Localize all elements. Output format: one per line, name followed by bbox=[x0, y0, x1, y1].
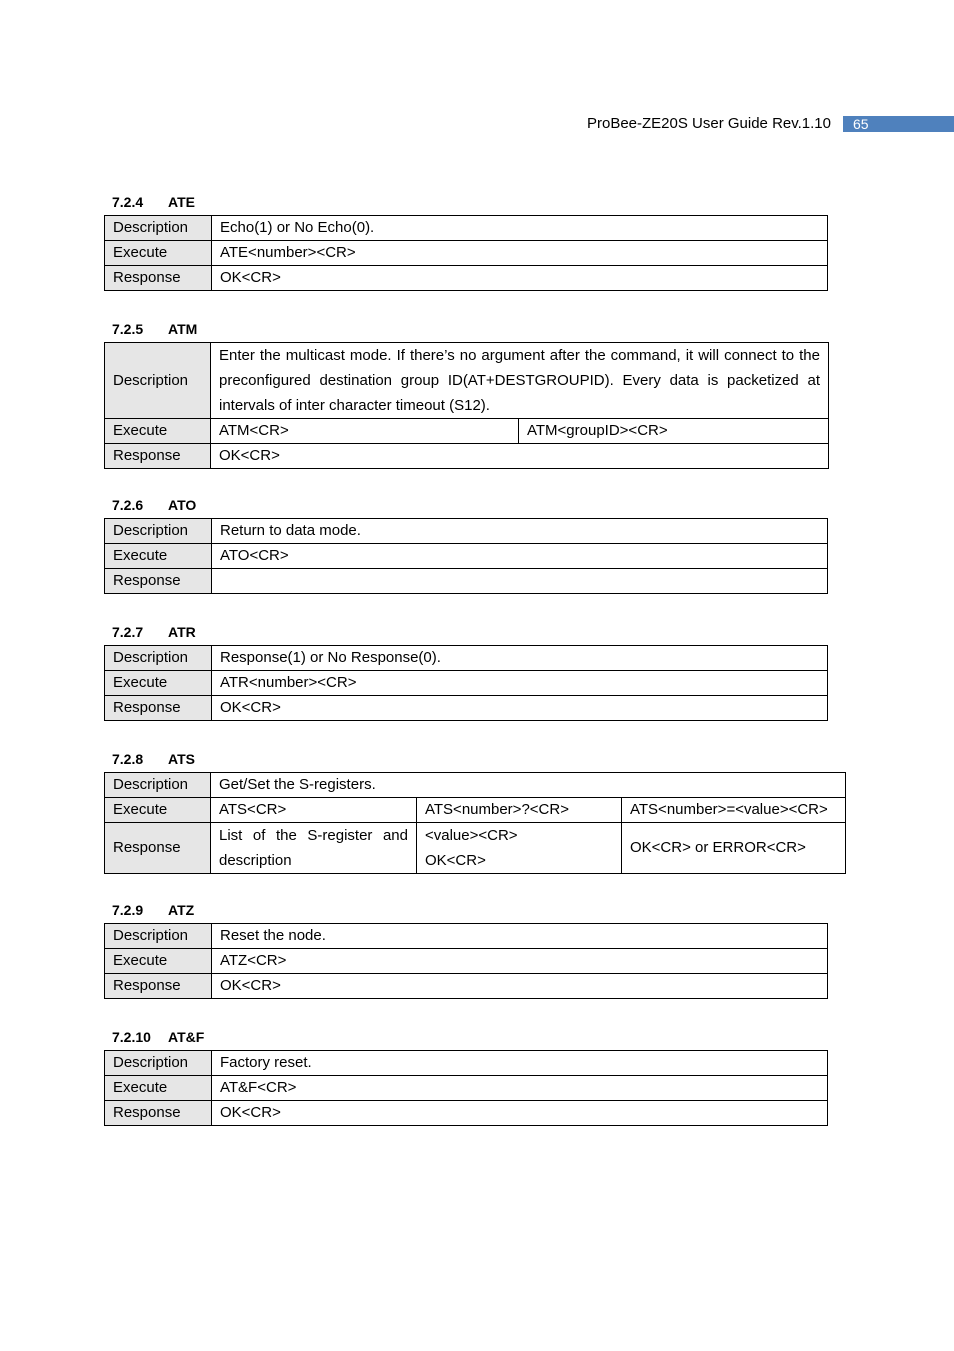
label-execute: Execute bbox=[105, 241, 212, 266]
section-title-atz bbox=[112, 902, 194, 918]
table-row bbox=[105, 569, 828, 594]
execute-cell: ATS<CR> bbox=[211, 798, 417, 823]
label-execute: Execute bbox=[105, 949, 212, 974]
execute-cell: ATR<number><CR> bbox=[212, 671, 828, 696]
response-cell bbox=[212, 569, 828, 594]
table-atz bbox=[104, 923, 828, 999]
label-response: Response bbox=[105, 569, 212, 594]
section-name: ATZ bbox=[168, 902, 195, 918]
section-name: ATS bbox=[168, 751, 195, 767]
table-atf bbox=[104, 1050, 828, 1126]
section-number: 7.2.5 bbox=[112, 321, 144, 337]
table-row bbox=[105, 798, 846, 823]
section-number: 7.2.6 bbox=[112, 497, 144, 513]
section-number: 7.2.9 bbox=[112, 902, 144, 918]
table-row bbox=[105, 974, 828, 999]
description-cell: Get/Set the S-registers. bbox=[211, 773, 846, 798]
table-row bbox=[105, 241, 828, 266]
response-cell: OK<CR> bbox=[212, 974, 828, 999]
section-title-atr bbox=[112, 624, 196, 640]
response-line: <value><CR> bbox=[425, 827, 518, 844]
table-row bbox=[105, 671, 828, 696]
execute-cell: ATO<CR> bbox=[212, 544, 828, 569]
label-execute: Execute bbox=[105, 544, 212, 569]
table-row bbox=[105, 646, 828, 671]
label-response: Response bbox=[105, 823, 211, 874]
table-row bbox=[105, 1051, 828, 1076]
execute-cell: ATE<number><CR> bbox=[212, 241, 828, 266]
section-name: ATR bbox=[168, 624, 196, 640]
section-name: AT&F bbox=[168, 1029, 205, 1045]
label-description: Description bbox=[105, 519, 212, 544]
table-row bbox=[105, 1076, 828, 1101]
response-cell: OK<CR> bbox=[212, 1101, 828, 1126]
table-row bbox=[105, 216, 828, 241]
description-cell: Enter the multicast mode. If there’s no argument after the command, it will connect to the preconfigured destination group ID(AT+DESTGROUPID). Every data is packetized at intervals of inter character timeout (S12). bbox=[211, 343, 829, 419]
label-execute: Execute bbox=[105, 798, 211, 823]
section-title-atf bbox=[112, 1029, 204, 1045]
execute-cell: ATM<CR> bbox=[211, 419, 519, 444]
table-row bbox=[105, 696, 828, 721]
label-execute: Execute bbox=[105, 671, 212, 696]
section-title-ats bbox=[112, 751, 195, 767]
label-description: Description bbox=[105, 1051, 212, 1076]
response-cell bbox=[417, 823, 622, 874]
label-response: Response bbox=[105, 1101, 212, 1126]
label-response: Response bbox=[105, 266, 212, 291]
label-response: Response bbox=[105, 696, 212, 721]
description-cell: Echo(1) or No Echo(0). bbox=[212, 216, 828, 241]
label-description: Description bbox=[105, 216, 212, 241]
section-number: 7.2.4 bbox=[112, 194, 144, 210]
label-response: Response bbox=[105, 974, 212, 999]
section-name: ATM bbox=[168, 321, 198, 337]
response-cell: OK<CR> bbox=[211, 444, 829, 469]
execute-cell: ATS<number>=<value><CR> bbox=[622, 798, 846, 823]
header-title: ProBee-ZE20S User Guide Rev.1.10 bbox=[586, 115, 831, 132]
response-cell: OK<CR> or ERROR<CR> bbox=[622, 823, 846, 874]
description-cell: Response(1) or No Response(0). bbox=[212, 646, 828, 671]
section-title-ato bbox=[112, 497, 196, 513]
table-ats bbox=[104, 772, 846, 874]
table-row bbox=[105, 419, 829, 444]
page-number: 65 bbox=[843, 116, 954, 132]
table-row bbox=[105, 544, 828, 569]
description-cell: Factory reset. bbox=[212, 1051, 828, 1076]
label-description: Description bbox=[105, 343, 211, 419]
execute-cell: ATS<number>?<CR> bbox=[417, 798, 622, 823]
section-title-ate bbox=[112, 194, 195, 210]
table-row bbox=[105, 823, 846, 874]
label-description: Description bbox=[105, 646, 212, 671]
table-row bbox=[105, 924, 828, 949]
table-ate bbox=[104, 215, 828, 291]
label-response: Response bbox=[105, 444, 211, 469]
response-cell: List of the S-register and description bbox=[211, 823, 417, 874]
section-title-atm bbox=[112, 321, 197, 337]
section-number: 7.2.10 bbox=[112, 1029, 151, 1045]
response-line: OK<CR> bbox=[425, 852, 486, 869]
execute-cell: ATZ<CR> bbox=[212, 949, 828, 974]
label-description: Description bbox=[105, 773, 211, 798]
section-name: ATO bbox=[168, 497, 197, 513]
table-row bbox=[105, 1101, 828, 1126]
table-row bbox=[105, 519, 828, 544]
execute-cell: ATM<groupID><CR> bbox=[519, 419, 829, 444]
section-number: 7.2.7 bbox=[112, 624, 144, 640]
table-row bbox=[105, 949, 828, 974]
label-execute: Execute bbox=[105, 419, 211, 444]
description-cell: Return to data mode. bbox=[212, 519, 828, 544]
label-execute: Execute bbox=[105, 1076, 212, 1101]
label-description: Description bbox=[105, 924, 212, 949]
response-cell: OK<CR> bbox=[212, 266, 828, 291]
execute-cell: AT&F<CR> bbox=[212, 1076, 828, 1101]
table-ato bbox=[104, 518, 828, 594]
section-number: 7.2.8 bbox=[112, 751, 144, 767]
section-name: ATE bbox=[168, 194, 195, 210]
description-cell: Reset the node. bbox=[212, 924, 828, 949]
response-cell: OK<CR> bbox=[212, 696, 828, 721]
table-atm bbox=[104, 342, 829, 469]
table-row bbox=[105, 444, 829, 469]
table-row bbox=[105, 343, 829, 419]
table-row bbox=[105, 266, 828, 291]
table-atr bbox=[104, 645, 828, 721]
table-row bbox=[105, 773, 846, 798]
